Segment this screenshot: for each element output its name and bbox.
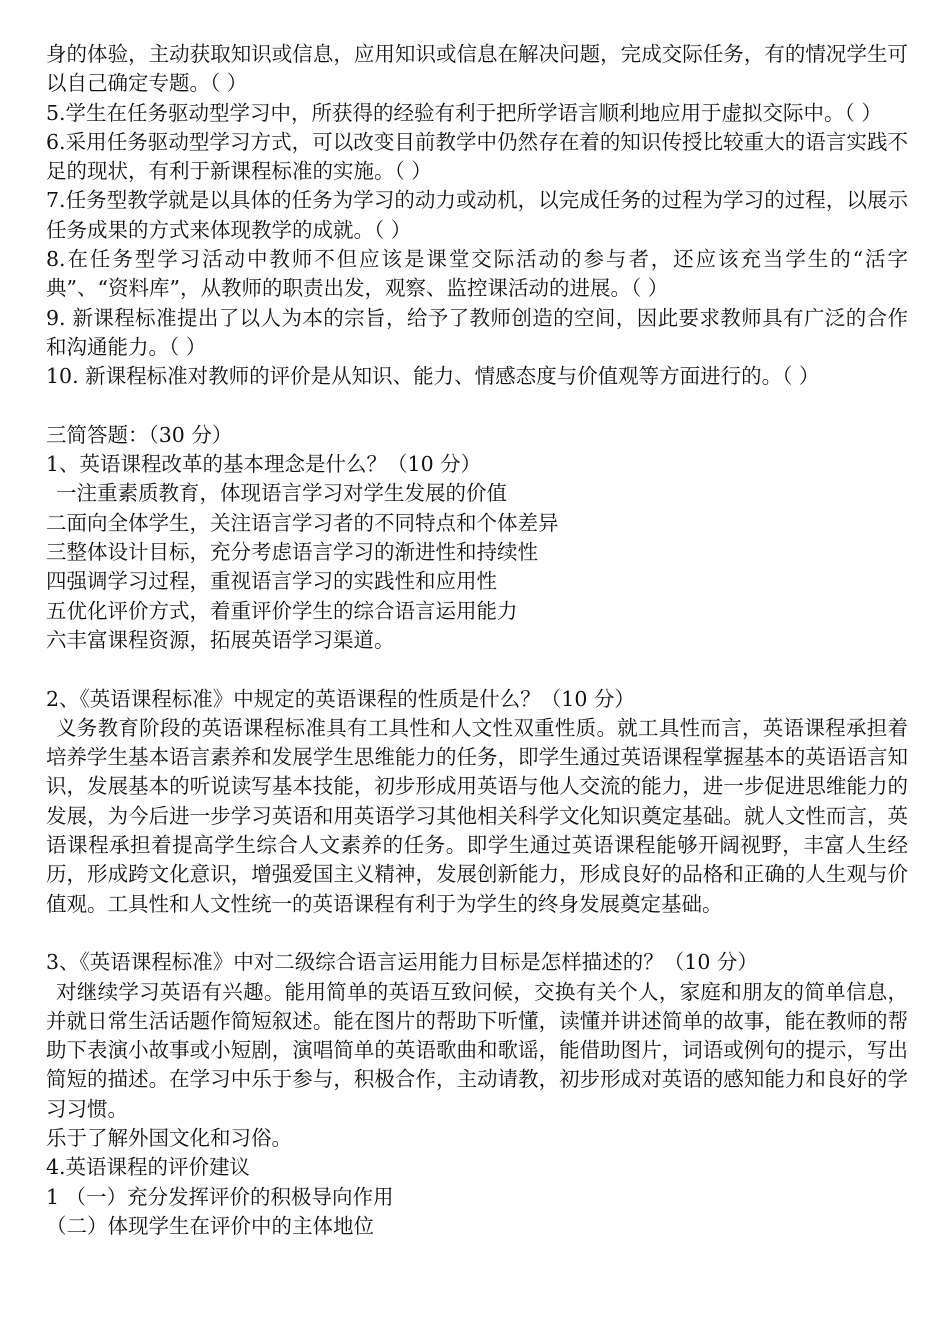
- spacer: [46, 919, 908, 948]
- question-5: 5.学生在任务驱动型学习中，所获得的经验有利于把所学语言顺利地应用于虚拟交际中。（ ）: [46, 100, 882, 125]
- spacer: [46, 392, 908, 421]
- short-answer-2-answer: 义务教育阶段的英语课程标准具有工具性和人文性双重性质。就工具性而言，英语课程承担着培养学生基本语言素养和发展学生思维能力的任务，即学生通过英语课程掌握基本的英语语言知识，发展基本的听说读写基本技能，初步形成用英语与他人交流的能力，进一步促进思维能力的发展，为今后进一步学习英语和用英语学习其他相关科学文化知识奠定基础。就人文性而言，英语课程承担着提高学生综合人文素养的任务。即学生通过英语课程能够开阔视野，丰富人生经历，形成跨文化意识，增强爱国主义精神，发展创新能力，形成良好的品格和正确的人生观与价值观。工具性和人文性统一的英语课程有利于为学生的终身发展奠定基础。: [46, 715, 908, 916]
- short-answer-4-item: （二）体现学生在评价中的主体地位: [46, 1213, 374, 1238]
- short-answer-4-item: 1 （一）充分发挥评价的积极导向作用: [46, 1184, 394, 1209]
- question-4-continuation: 身的体验，主动获取知识或信息，应用知识或信息在解决问题，完成交际任务，有的情况学生可以自己确定专题。（ ）: [46, 42, 908, 96]
- short-answer-1-item: 二面向全体学生，关注语言学习者的不同特点和个体差异: [46, 510, 559, 535]
- question-7: 7.任务型教学就是以具体的任务为学习的动力或动机，以完成任务的过程为学习的过程，以展示任务成果的方式来体现教学的成就。（ ）: [46, 188, 908, 242]
- short-answer-4-title: 4.英语课程的评价建议: [46, 1155, 251, 1180]
- section-3-heading: 三简答题：（30 分）: [46, 422, 233, 447]
- document-page: [46, 40, 908, 1241]
- question-9: 9. 新课程标准提出了以人为本的宗旨，给予了教师创造的空间，因此要求教师具有广泛的合作和沟通能力。（ ）: [46, 305, 908, 359]
- question-8: 8.在任务型学习活动中教师不但应该是课堂交际活动的参与者，还应该充当学生的“活字典”、“资料库”，从教师的职责出发，观察、监控课活动的进展。（ ）: [46, 247, 908, 301]
- short-answer-1-item: 四强调学习过程，重视语言学习的实践性和应用性: [46, 569, 497, 594]
- short-answer-3-extra: 乐于了解外国文化和习俗。: [46, 1125, 292, 1150]
- short-answer-1-item: 六丰富课程资源，拓展英语学习渠道。: [46, 627, 395, 652]
- short-answer-1-item: 一注重素质教育，体现语言学习对学生发展的价值: [56, 481, 507, 506]
- short-answer-3-title: 3、《英语课程标准》中对二级综合语言运用能力目标是怎样描述的？（10 分）: [46, 950, 758, 975]
- short-answer-3-answer: 对继续学习英语有兴趣。能用简单的英语互致问候，交换有关个人，家庭和朋友的简单信息，并就日常生活话题作简短叙述。能在图片的帮助下听懂，读懂并讲述简单的故事，能在教师的帮助下表演小故事或小短剧，演唱简单的英语歌曲和歌谣，能借助图片，词语或例句的提示，写出简短的描述。在学习中乐于参与，积极合作，主动请教，初步形成对英语的感知能力和良好的学习习惯。: [46, 979, 908, 1121]
- short-answer-2-title: 2、《英语课程标准》中规定的英语课程的性质是什么？（10 分）: [46, 686, 635, 711]
- short-answer-1-item: 三整体设计目标，充分考虑语言学习的渐进性和持续性: [46, 540, 538, 565]
- short-answer-1-item: 五优化评价方式，着重评价学生的综合语言运用能力: [46, 598, 518, 623]
- question-10: 10. 新课程标准对教师的评价是从知识、能力、情感态度与价值观等方面进行的。（ ）: [46, 364, 820, 389]
- spacer: [46, 655, 908, 684]
- short-answer-1-title: 1、英语课程改革的基本理念是什么？（10 分）: [46, 452, 482, 477]
- question-6: 6.采用任务驱动型学习方式，可以改变目前教学中仍然存在着的知识传授比较重大的语言实践不足的现状，有利于新课程标准的实施。（ ）: [46, 129, 908, 184]
